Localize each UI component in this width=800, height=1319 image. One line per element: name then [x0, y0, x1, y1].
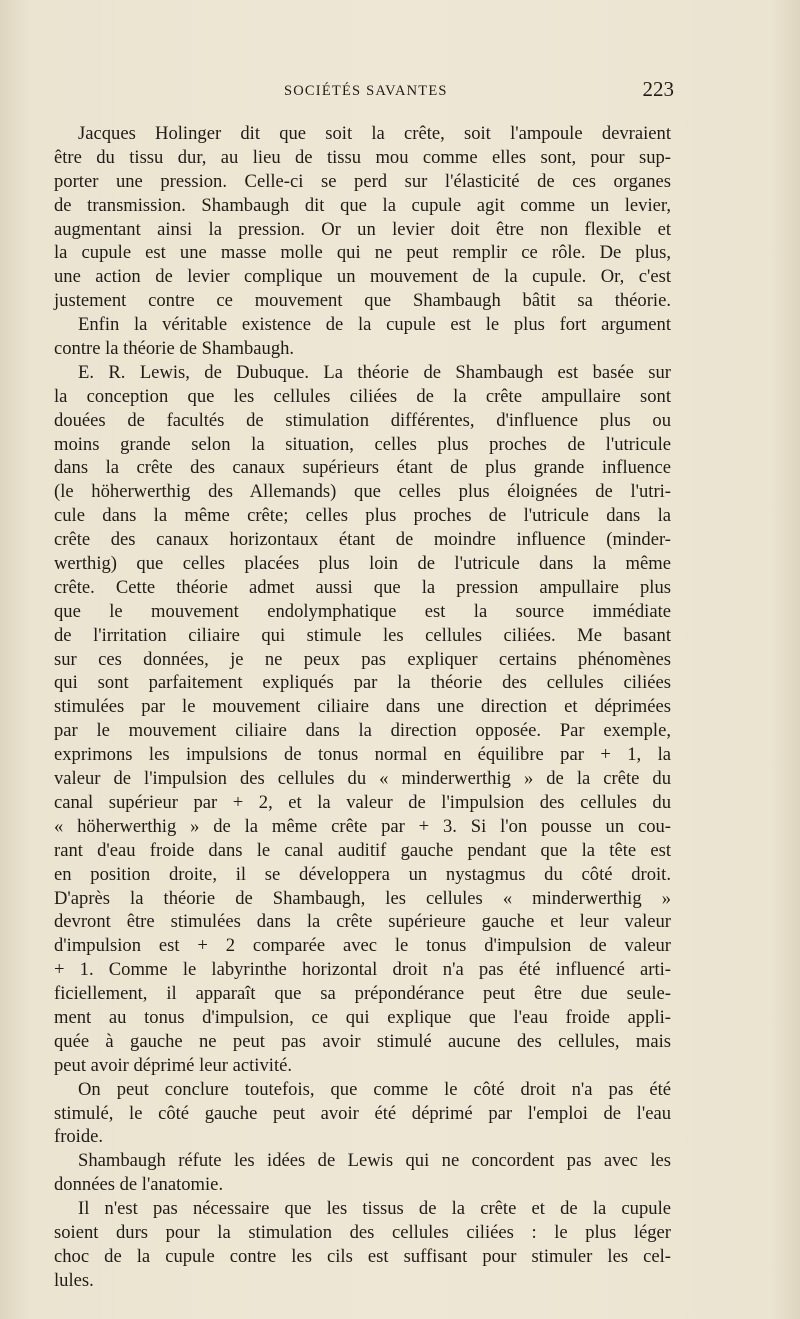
text-line: crête des canaux horizontaux étant de moindre influence (minder-	[54, 529, 671, 551]
text-line: augmentant ainsi la pression. Or un levier doit être non flexible et	[54, 218, 671, 240]
text-line: Jacques Holinger dit que soit la crête, soit l'ampoule devraient	[78, 123, 671, 144]
text-line: une action de levier complique un mouvement de la cupule. Or, c'est	[54, 266, 671, 288]
text-line: froide.	[54, 1126, 104, 1148]
text-line: + 1. Comme le labyrinthe horizontal droit n'a pas été influencé arti-	[54, 959, 671, 981]
header-title: SOCIÉTÉS SAVANTES	[284, 83, 448, 99]
text-line: stimulées par le mouvement ciliaire dans une direction et déprimées	[54, 696, 671, 718]
text-line: Shambaugh réfute les idées de Lewis qui ne concordent pas avec les	[78, 1150, 671, 1172]
text-line: la conception que les cellules ciliées de la crête ampullaire sont	[54, 385, 671, 407]
text-line: ment au tonus d'impulsion, ce qui explique que l'eau froide appli-	[54, 1006, 671, 1028]
text-line: lules.	[54, 1269, 94, 1291]
text-line: dans la crête des canaux supérieurs étant de plus grande influence	[54, 457, 671, 479]
text-line: stimulé, le côté gauche peut avoir été déprimé par l'emploi de l'eau	[54, 1102, 671, 1124]
text-line: « höherwerthig » de la même crête par + 3. Si l'on pousse un cou-	[54, 815, 671, 837]
text-line: rant d'eau froide dans le canal auditif gauche pendant que la tête est	[54, 839, 671, 861]
text-line: de transmission. Shambaugh dit que la cupule agit comme un levier,	[54, 194, 671, 216]
text-line: de l'irritation ciliaire qui stimule les cellules ciliées. Me basant	[54, 624, 671, 646]
text-line: choc de la cupule contre les cils est suffisant pour stimuler les cel-	[54, 1245, 671, 1267]
page-number: 223	[642, 77, 674, 101]
text-line: valeur de l'impulsion des cellules du « minderwerthig » de la crête du	[54, 768, 671, 790]
text-line: Enfin la véritable existence de la cupule est le plus fort argument	[78, 314, 671, 336]
text-line: contre la théorie de Shambaugh.	[54, 338, 295, 360]
text-line: porter une pression. Celle-ci se perd sur l'élasticité de ces organes	[54, 170, 671, 192]
text-line: cule dans la même crête; celles plus proches de l'utricule dans la	[54, 505, 671, 527]
text-line: D'après la théorie de Shambaugh, les cellules « minderwerthig »	[54, 887, 671, 909]
text-line: quée à gauche ne peut pas avoir stimulé aucune des cellules, mais	[54, 1030, 671, 1052]
text-line: soient durs pour la stimulation des cellules ciliées : le plus léger	[54, 1221, 671, 1243]
text-line: être du tissu dur, au lieu de tissu mou comme elles sont, pour sup-	[54, 146, 671, 168]
text-line: (le höherwerthig des Allemands) que celles plus éloignées de l'utri-	[54, 481, 671, 503]
text-line: qui sont parfaitement expliqués par la théorie des cellules ciliées	[54, 672, 671, 694]
text-line: Il n'est pas nécessaire que les tissus de la crête et de la cupule	[78, 1198, 671, 1220]
text-line: ficiellement, il apparaît que sa prépondérance peut être due seule-	[54, 983, 671, 1005]
text-line: crête. Cette théorie admet aussi que la pression ampullaire plus	[54, 576, 671, 598]
text-line: données de l'anatomie.	[54, 1174, 224, 1196]
text-line: canal supérieur par + 2, et la valeur de l'impulsion des cellules du	[54, 791, 671, 813]
text-line: E. R. Lewis, de Dubuque. La théorie de Shambaugh est basée sur	[78, 361, 671, 383]
text-line: que le mouvement endolymphatique est la source immédiate	[54, 600, 671, 622]
text-line: werthig) que celles placées plus loin de l'utricule dans la même	[54, 553, 671, 575]
text-line: en position droite, il se développera un nystagmus du côté droit.	[54, 863, 671, 885]
running-head	[54, 77, 674, 105]
body-text	[54, 122, 671, 1293]
text-line: par le mouvement ciliaire dans la direction opposée. Par exemple,	[54, 720, 671, 742]
text-line: moins grande selon la situation, celles plus proches de l'utricule	[54, 433, 671, 455]
text-line: sur ces données, je ne peux pas expliquer certains phénomènes	[54, 648, 671, 670]
text-line: peut avoir déprimé leur activité.	[54, 1054, 293, 1076]
text-line: On peut conclure toutefois, que comme le côté droit n'a pas été	[78, 1078, 671, 1100]
text-line: d'impulsion est + 2 comparée avec le tonus d'impulsion de valeur	[54, 935, 671, 957]
text-line: douées de facultés de stimulation différentes, d'influence plus ou	[54, 409, 671, 431]
text-line: la cupule est une masse molle qui ne peut remplir ce rôle. De plus,	[54, 242, 671, 264]
text-line: justement contre ce mouvement que Shambaugh bâtit sa théorie.	[54, 290, 671, 312]
text-line: exprimons les impulsions de tonus normal en équilibre par + 1, la	[54, 744, 671, 766]
text-line: devront être stimulées dans la crête supérieure gauche et leur valeur	[54, 911, 671, 933]
